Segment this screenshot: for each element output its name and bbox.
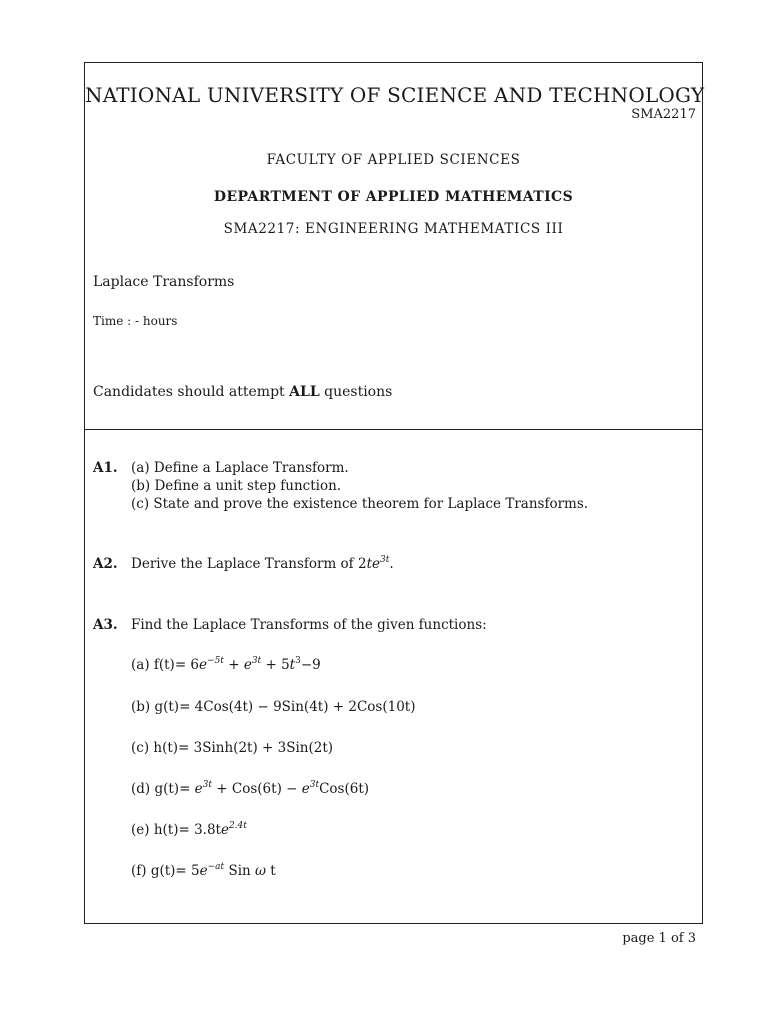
department-name: DEPARTMENT OF APPLIED MATHEMATICS [213, 189, 574, 205]
university-name: NATIONAL UNIVERSITY OF SCIENCE AND TECHNOLOGY [85, 83, 705, 107]
section-divider [85, 429, 702, 430]
question-number: A2. [93, 556, 118, 572]
course-code: SMA2217 [631, 107, 696, 122]
question-text: Find the Laplace Transforms of the given functions: [131, 617, 487, 633]
question-part: (a) $f(t)= 6e^{-5t} + e^{3t} + 5t^3-9$ [131, 656, 321, 673]
question-number: A3. [93, 617, 118, 633]
question-part: (f) $g(t)= 5e^{-at}$ Sin ω t [131, 862, 276, 879]
question-part: (a) Define a Laplace Transform. [131, 460, 349, 476]
question-part: (d) $g(t)= e^{3t} + Cos(6t) - e^{3t}Cos(6t)$ [131, 780, 370, 797]
question-text: Derive the Laplace Transform of $2te^{3t}$. [131, 555, 394, 572]
course-title: SMA2217: ENGINEERING MATHEMATICS III [223, 221, 564, 237]
question-part: (c) State and prove the existence theorem for Laplace Transforms. [131, 496, 589, 512]
question-number: A1. [93, 460, 118, 476]
question-part: (e) $h(t)= 3.8te^{2.4t}$ [131, 821, 247, 838]
exam-cover-frame [84, 62, 703, 924]
exam-time: Time : - hours [93, 314, 178, 328]
question-part: (b) Define a unit step function. [131, 478, 342, 494]
exam-topic: Laplace Transforms [93, 274, 235, 290]
faculty-name: FACULTY OF APPLIED SCIENCES [266, 152, 521, 168]
question-part: (b) g(t)= 4Cos(4t) − 9Sin(4t) + 2Cos(10t) [131, 699, 416, 715]
question-part: (c) h(t)= 3Sinh(2t) + 3Sin(2t) [131, 740, 334, 756]
page-number: page 1 of 3 [622, 931, 696, 946]
exam-instructions: Candidates should attempt ALL questions [93, 384, 393, 400]
